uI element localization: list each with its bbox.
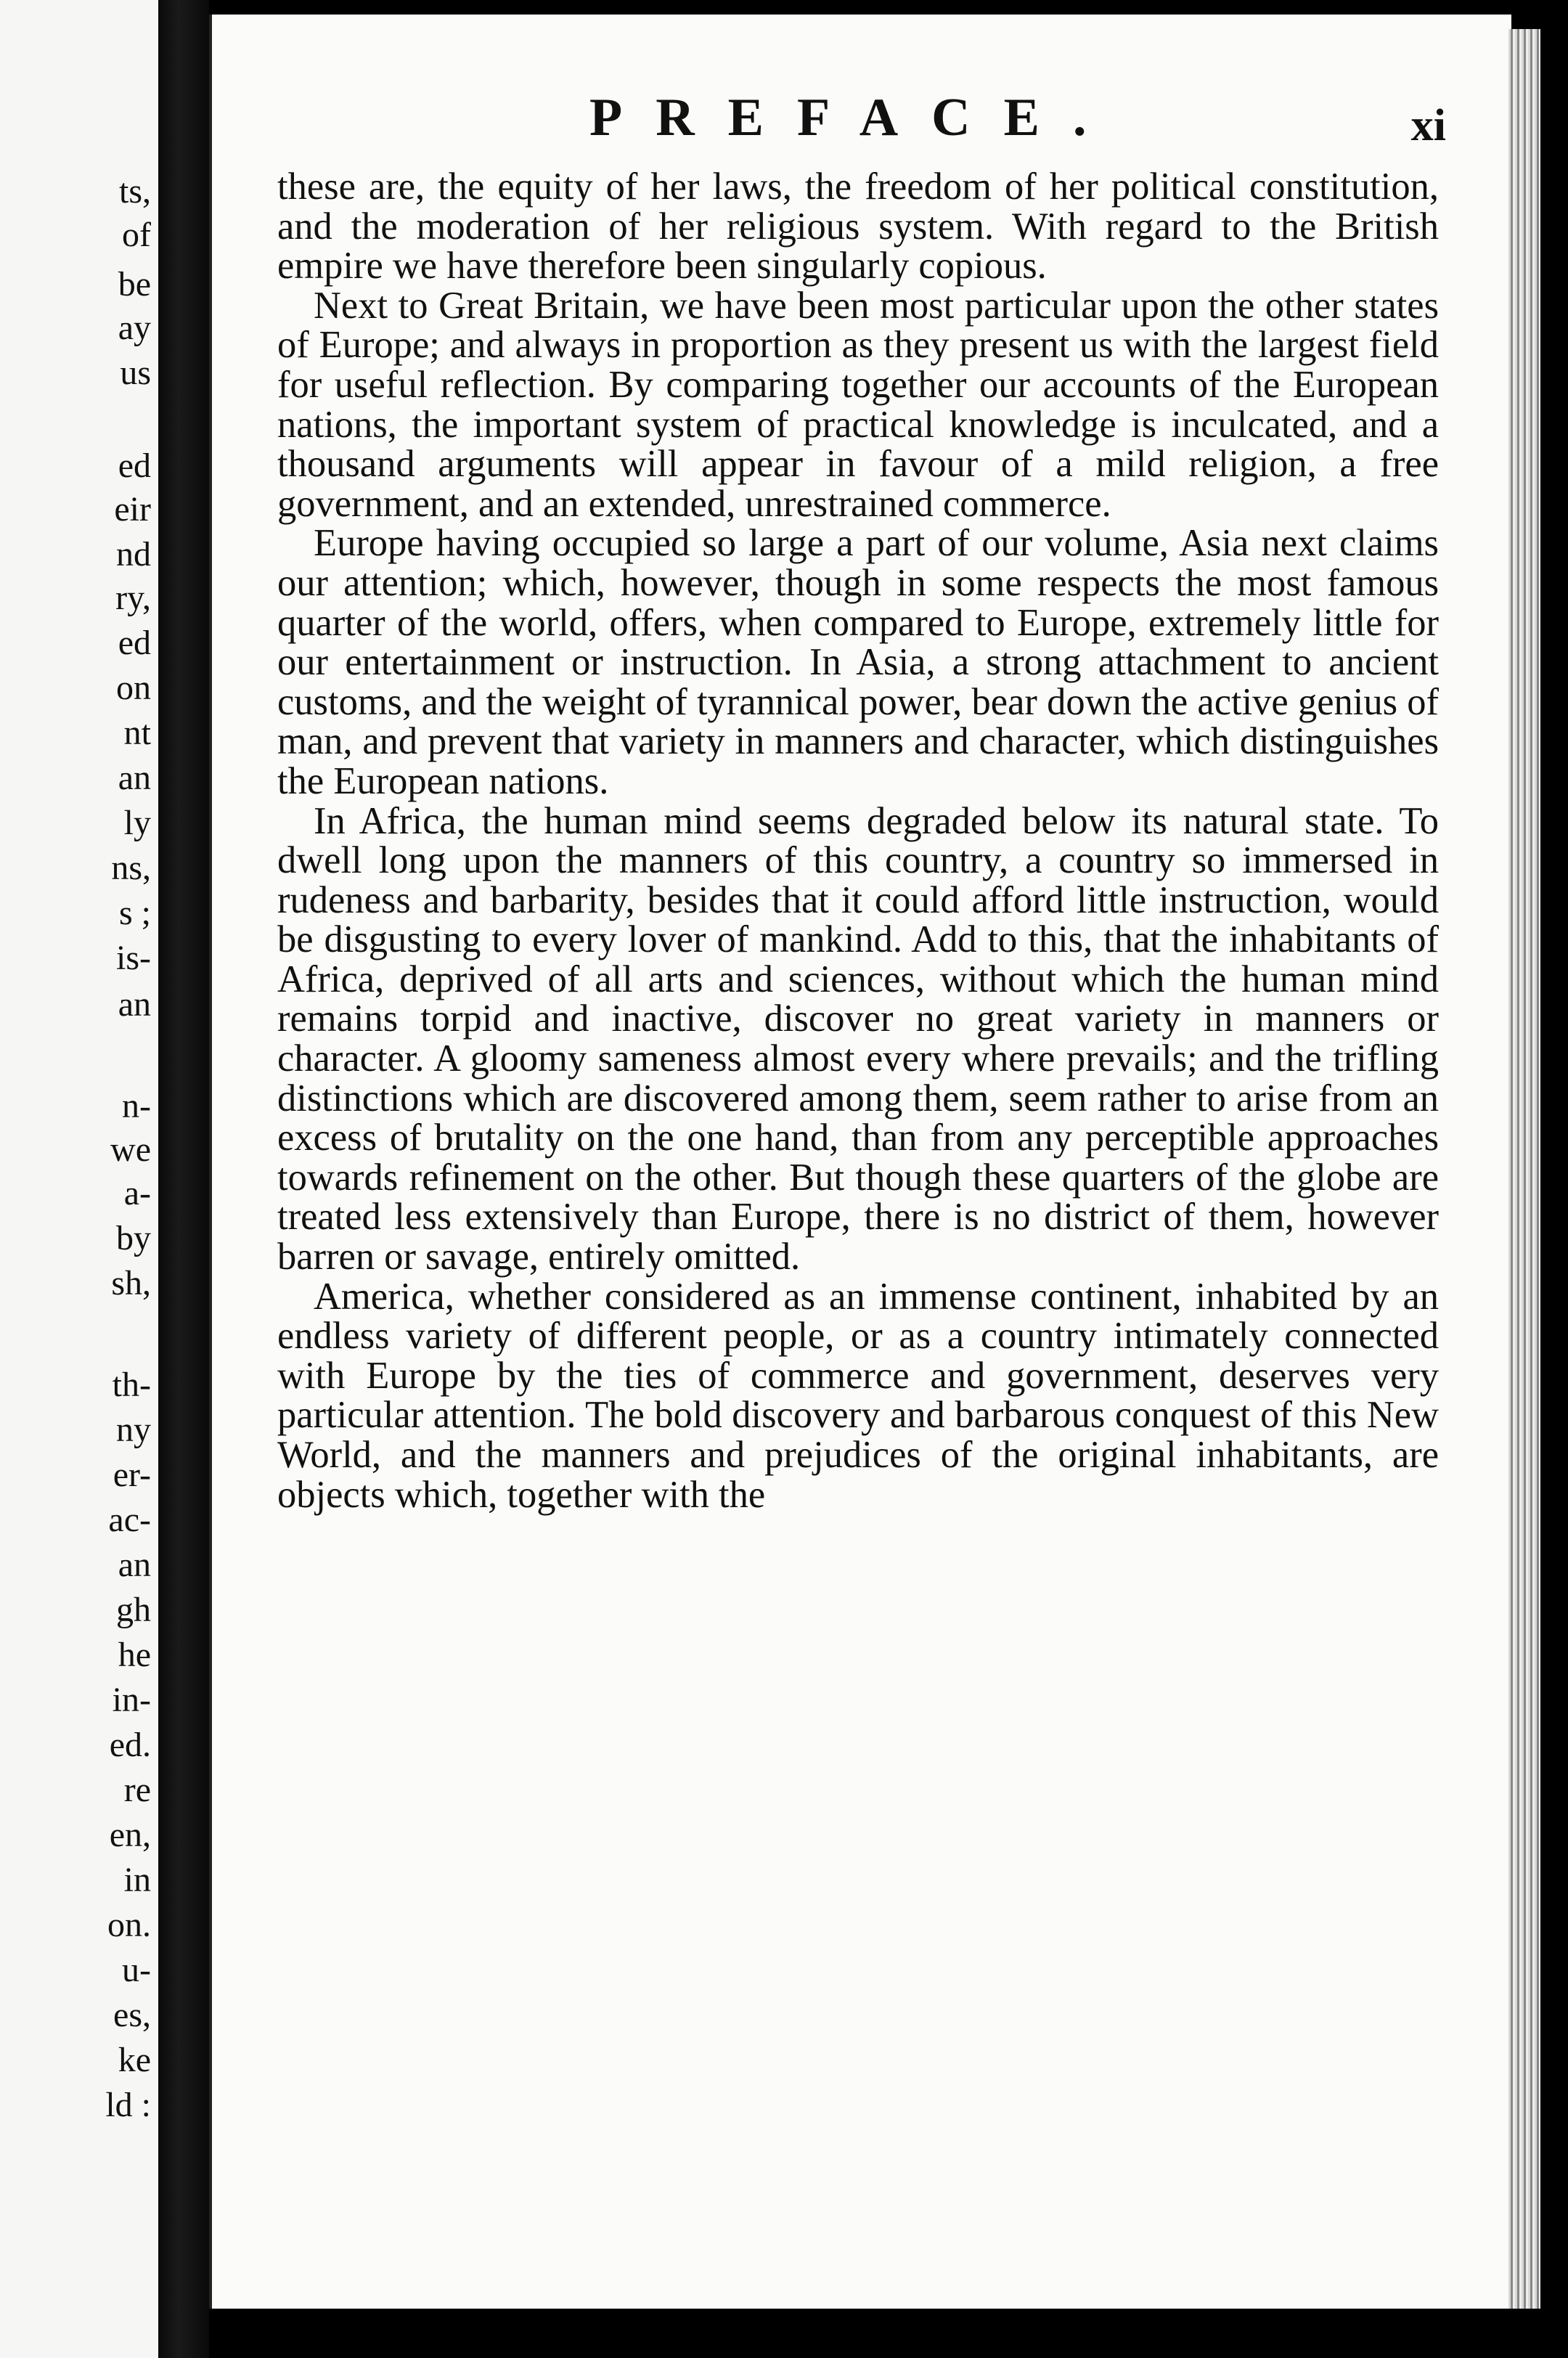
left-page-fragment: ac- [108, 1501, 151, 1539]
page-number: xi [1410, 101, 1446, 150]
paragraph: America, whether considered as an immense continent, inhabited by an endless variety of different people, or as a country intimately connected with Europe by the ties of commerce and government, deserves very particular attention. The bold discovery and barbarous conquest of this New World, and the manners and prejudices of the original inhabitants, are objects which, together with the [277, 1275, 1439, 1516]
running-title: PREFACE. [589, 88, 1120, 147]
left-page-fragment: ed. [109, 1726, 151, 1764]
left-page-fragment: we [110, 1130, 151, 1169]
body-text [277, 167, 1439, 1514]
left-page-fragment: ed [118, 624, 151, 662]
paragraph: Next to Great Britain, we have been most particular upon the other states of Europe; and always in proportion as they present us with the largest field for useful reflection. By comparing together our accounts of the European nations, the important system of practical knowledge is inculcated, and a thousand arguments will appear in favour of a mild religion, a free government, and an extended, unrestrained commerce. [277, 284, 1439, 525]
left-page-fragment: ly [123, 804, 151, 842]
page [209, 15, 1511, 2309]
left-page-fragment: nd [116, 535, 151, 574]
left-page-fragment: ld : [105, 2086, 151, 2124]
left-page-fragment: ny [116, 1411, 151, 1449]
left-page-fragment: th- [112, 1366, 151, 1404]
paragraph: Europe having occupied so large a part of our volume, Asia next claims our attention; which, however, though in some respects the most famous quarter of the world, offers, when compared to Europe, extremely little for our entertainment or instruction. In Asia, a strong attachment to ancient customs, and the weight of tyrannical power, bear down the active genius of man, and prevent that variety in manners and character, which distinguishes the European nations. [277, 522, 1439, 802]
left-page-fragment: of [122, 216, 151, 254]
left-page-fragment: on. [107, 1906, 151, 1944]
left-page-fragment: an [118, 1546, 151, 1584]
left-page-fragment: u- [122, 1951, 151, 1989]
left-page-fragment: er- [113, 1456, 151, 1494]
left-page-fragment: an [118, 985, 151, 1024]
left-page-fragment: in- [112, 1681, 151, 1719]
left-page-fragment: ry, [115, 579, 151, 617]
left-page-fragment: ns, [111, 849, 151, 887]
left-page-fragment: be [118, 265, 151, 303]
left-page-fragment: ed [118, 446, 151, 485]
left-page-fragment: ay [118, 309, 151, 347]
left-page-fragment: ke [118, 2041, 151, 2079]
page-edge [1508, 29, 1540, 2309]
left-page-fragment: by [116, 1219, 151, 1257]
left-page-fragment: sh, [111, 1264, 151, 1302]
left-page-margin [0, 0, 158, 2358]
left-page-fragment: ts, [118, 172, 151, 211]
left-page-fragment: eir [114, 490, 151, 529]
left-page-fragment: es, [113, 1996, 151, 2034]
left-page-fragment: on [116, 669, 151, 707]
left-page-fragment: re [123, 1771, 151, 1809]
left-page-fragment: n- [122, 1087, 151, 1125]
left-page-fragment: in [123, 1861, 151, 1899]
left-page-fragment: s ; [118, 894, 151, 932]
left-page-fragment: nt [123, 714, 151, 752]
left-page-fragment: en, [109, 1816, 151, 1854]
left-page-fragment: a- [123, 1174, 151, 1212]
paragraph: In Africa, the human mind seems degraded below its natural state. To dwell long upon the manners of this country, a country so immersed in rudeness and barbarity, besides that it could afford little instruction, would be disgusting to every lover of mankind. Add to this, that the inhabitants of Africa, deprived of all arts and sciences, without which the human mind remains torpid and inactive, discover no great variety in manners or character. A gloomy sameness almost every where prevails; and the trifling distinctions which are discovered among them, seem rather to arise from an excess of brutality on the one hand, than from any perceptible approaches towards refinement on the other. But though these quarters of the globe are treated less extensively than Europe, there is no district of them, however barren or savage, entirely omitted. [277, 799, 1439, 1278]
left-page-fragment: us [120, 354, 151, 392]
left-page-fragment: an [118, 759, 151, 797]
page-header [212, 87, 1511, 167]
paragraph: these are, the equity of her laws, the freedom of her political constitution, and the moderation of her religious system. With regard to the British empire we have therefore been singularly copious. [277, 166, 1439, 287]
left-page-fragment: is- [116, 939, 151, 977]
left-page-fragment: he [118, 1636, 151, 1674]
book-gutter [158, 0, 209, 2358]
left-page-fragment: gh [116, 1591, 151, 1629]
